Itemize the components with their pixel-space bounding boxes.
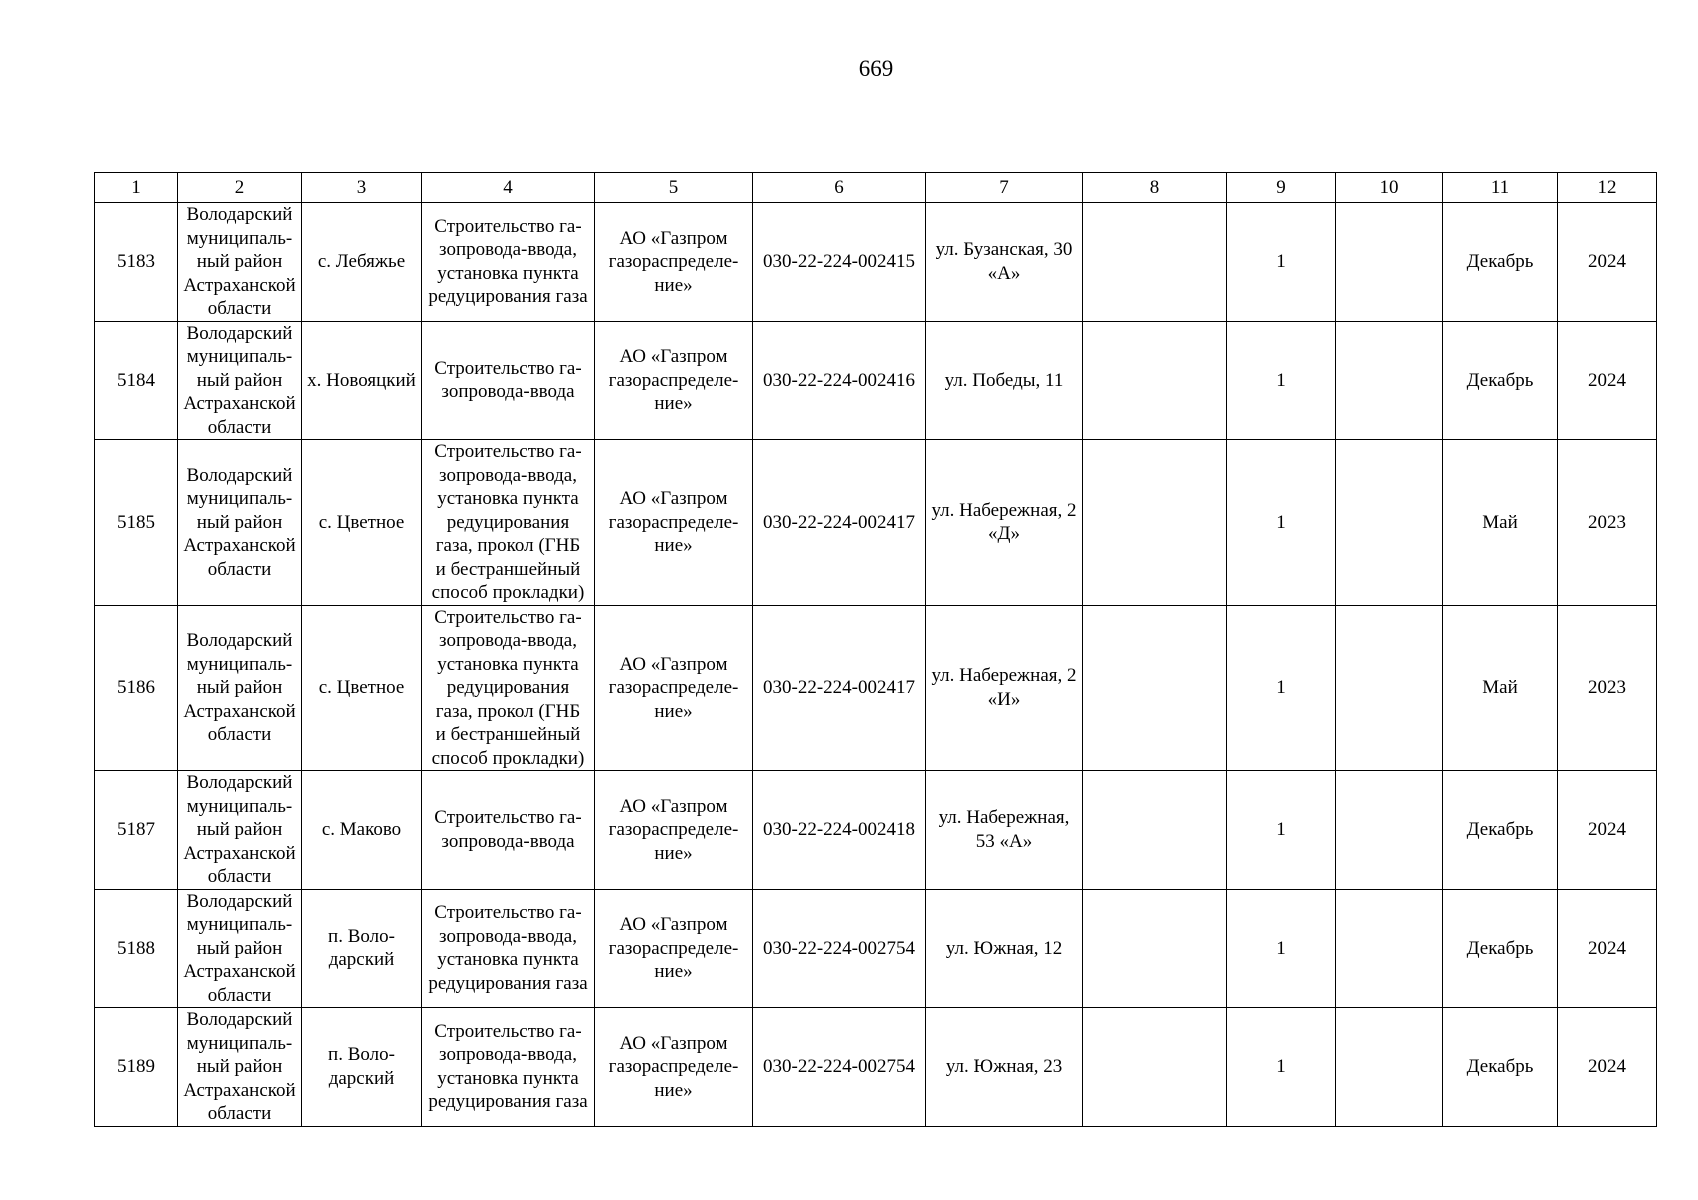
work-description-cell: Строительство га- зопровода-ввода xyxy=(422,321,595,440)
column-header: 9 xyxy=(1227,173,1336,203)
work-description-cell: Строительство га- зопровода-ввода, установка пункта редуцирования газа xyxy=(422,203,595,322)
column-10-cell xyxy=(1336,605,1443,771)
row-number: 5188 xyxy=(95,889,178,1008)
table-row xyxy=(95,203,1657,322)
table-row xyxy=(95,771,1657,890)
code-cell: 030-22-224-002416 xyxy=(753,321,926,440)
settlement-cell: с. Цветное xyxy=(302,605,422,771)
column-8-cell xyxy=(1083,771,1227,890)
table-row xyxy=(95,321,1657,440)
year-cell: 2024 xyxy=(1558,889,1657,1008)
organization-cell: АО «Газпром газораспределе- ние» xyxy=(595,1008,753,1127)
column-10-cell xyxy=(1336,889,1443,1008)
year-cell: 2024 xyxy=(1558,321,1657,440)
column-8-cell xyxy=(1083,203,1227,322)
row-number: 5184 xyxy=(95,321,178,440)
address-cell: ул. Южная, 23 xyxy=(926,1008,1083,1127)
column-8-cell xyxy=(1083,889,1227,1008)
month-cell: Май xyxy=(1443,440,1558,606)
column-header: 8 xyxy=(1083,173,1227,203)
row-number: 5183 xyxy=(95,203,178,322)
work-description-cell: Строительство га- зопровода-ввода xyxy=(422,771,595,890)
settlement-cell: п. Воло- дарский xyxy=(302,889,422,1008)
settlement-cell: с. Маково xyxy=(302,771,422,890)
year-cell: 2023 xyxy=(1558,605,1657,771)
settlement-cell: с. Лебяжье xyxy=(302,203,422,322)
month-cell: Декабрь xyxy=(1443,771,1558,890)
column-10-cell xyxy=(1336,771,1443,890)
quantity-cell: 1 xyxy=(1227,203,1336,322)
work-description-cell: Строительство га- зопровода-ввода, установка пункта редуцирования газа, прокол (ГНБ и бестраншейный способ прокладки) xyxy=(422,440,595,606)
table-row xyxy=(95,1008,1657,1127)
column-header: 2 xyxy=(178,173,302,203)
address-cell: ул. Набережная, 2 «И» xyxy=(926,605,1083,771)
address-cell: ул. Победы, 11 xyxy=(926,321,1083,440)
settlement-cell: х. Новояцкий xyxy=(302,321,422,440)
code-cell: 030-22-224-002417 xyxy=(753,605,926,771)
district-cell: Володарский муниципаль- ный район Астраханской области xyxy=(178,1008,302,1127)
month-cell: Декабрь xyxy=(1443,321,1558,440)
column-header: 10 xyxy=(1336,173,1443,203)
year-cell: 2024 xyxy=(1558,203,1657,322)
column-header: 12 xyxy=(1558,173,1657,203)
data-table xyxy=(94,172,1657,1127)
address-cell: ул. Бузанская, 30 «А» xyxy=(926,203,1083,322)
quantity-cell: 1 xyxy=(1227,440,1336,606)
table-row xyxy=(95,889,1657,1008)
organization-cell: АО «Газпром газораспределе- ние» xyxy=(595,440,753,606)
organization-cell: АО «Газпром газораспределе- ние» xyxy=(595,605,753,771)
month-cell: Декабрь xyxy=(1443,203,1558,322)
district-cell: Володарский муниципаль- ный район Астраханской области xyxy=(178,605,302,771)
code-cell: 030-22-224-002418 xyxy=(753,771,926,890)
work-description-cell: Строительство га- зопровода-ввода, установка пункта редуцирования газа, прокол (ГНБ и бестраншейный способ прокладки) xyxy=(422,605,595,771)
organization-cell: АО «Газпром газораспределе- ние» xyxy=(595,321,753,440)
settlement-cell: п. Воло- дарский xyxy=(302,1008,422,1127)
month-cell: Декабрь xyxy=(1443,889,1558,1008)
column-header: 5 xyxy=(595,173,753,203)
column-8-cell xyxy=(1083,1008,1227,1127)
code-cell: 030-22-224-002754 xyxy=(753,1008,926,1127)
district-cell: Володарский муниципаль- ный район Астраханской области xyxy=(178,321,302,440)
year-cell: 2024 xyxy=(1558,1008,1657,1127)
row-number: 5189 xyxy=(95,1008,178,1127)
column-header: 1 xyxy=(95,173,178,203)
quantity-cell: 1 xyxy=(1227,771,1336,890)
year-cell: 2023 xyxy=(1558,440,1657,606)
column-10-cell xyxy=(1336,203,1443,322)
table-row xyxy=(95,605,1657,771)
code-cell: 030-22-224-002415 xyxy=(753,203,926,322)
row-number: 5187 xyxy=(95,771,178,890)
column-header: 3 xyxy=(302,173,422,203)
table-header-row xyxy=(95,173,1657,203)
code-cell: 030-22-224-002417 xyxy=(753,440,926,606)
column-header: 6 xyxy=(753,173,926,203)
district-cell: Володарский муниципаль- ный район Астраханской области xyxy=(178,203,302,322)
organization-cell: АО «Газпром газораспределе- ние» xyxy=(595,889,753,1008)
month-cell: Декабрь xyxy=(1443,1008,1558,1127)
column-header: 11 xyxy=(1443,173,1558,203)
work-description-cell: Строительство га- зопровода-ввода, установка пункта редуцирования газа xyxy=(422,1008,595,1127)
district-cell: Володарский муниципаль- ный район Астраханской области xyxy=(178,440,302,606)
district-cell: Володарский муниципаль- ный район Астраханской области xyxy=(178,889,302,1008)
column-10-cell xyxy=(1336,440,1443,606)
organization-cell: АО «Газпром газораспределе- ние» xyxy=(595,771,753,890)
quantity-cell: 1 xyxy=(1227,889,1336,1008)
page-number: 669 xyxy=(858,56,894,81)
table-row xyxy=(95,440,1657,606)
column-10-cell xyxy=(1336,1008,1443,1127)
quantity-cell: 1 xyxy=(1227,1008,1336,1127)
address-cell: ул. Южная, 12 xyxy=(926,889,1083,1008)
column-header: 4 xyxy=(422,173,595,203)
settlement-cell: с. Цветное xyxy=(302,440,422,606)
quantity-cell: 1 xyxy=(1227,605,1336,771)
row-number: 5186 xyxy=(95,605,178,771)
address-cell: ул. Набережная, 53 «А» xyxy=(926,771,1083,890)
quantity-cell: 1 xyxy=(1227,321,1336,440)
column-10-cell xyxy=(1336,321,1443,440)
organization-cell: АО «Газпром газораспределе- ние» xyxy=(595,203,753,322)
row-number: 5185 xyxy=(95,440,178,606)
column-8-cell xyxy=(1083,440,1227,606)
work-description-cell: Строительство га- зопровода-ввода, установка пункта редуцирования газа xyxy=(422,889,595,1008)
year-cell: 2024 xyxy=(1558,771,1657,890)
code-cell: 030-22-224-002754 xyxy=(753,889,926,1008)
address-cell: ул. Набережная, 2 «Д» xyxy=(926,440,1083,606)
column-header: 7 xyxy=(926,173,1083,203)
column-8-cell xyxy=(1083,321,1227,440)
column-8-cell xyxy=(1083,605,1227,771)
month-cell: Май xyxy=(1443,605,1558,771)
district-cell: Володарский муниципаль- ный район Астраханской области xyxy=(178,771,302,890)
